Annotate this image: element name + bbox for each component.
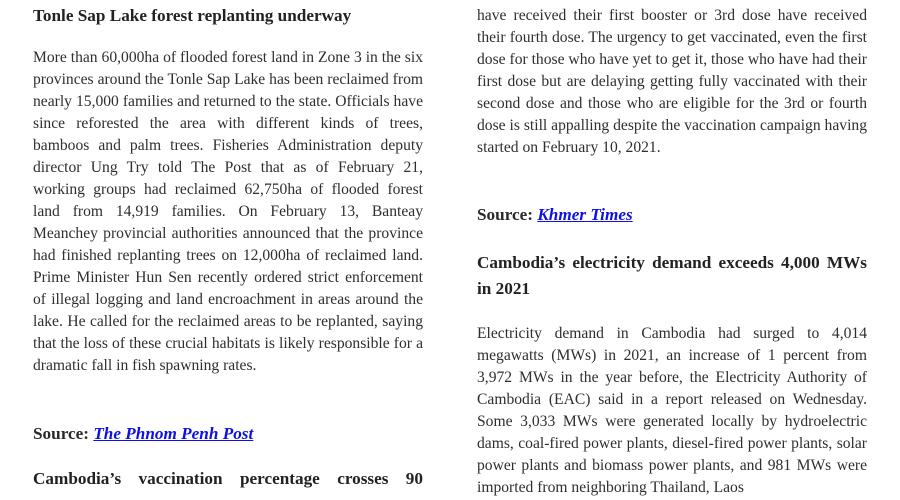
headline-electricity: Cambodia’s electricity demand exceeds 4,000 MWs in 2021 <box>477 253 867 298</box>
source-link-phnom-penh-post[interactable]: The Phnom Penh Post <box>93 424 254 443</box>
article-body-vaccination-continued: have received their first booster or 3rd dose have received their fourth dose. The urgency to get vaccinated, even the first dose for those who have yet to get it, those who have had their first dose but are delaying getting fully vaccinated with their second dose and those who are eligible for the 3rd or fourth dose is still appalling despite the vaccination campaign having started on February 10, 2021. <box>477 7 867 156</box>
headline-tonle-sap: Tonle Sap Lake forest replanting underway <box>33 6 352 25</box>
source-label: Source: <box>33 424 90 443</box>
source-line-phnom-penh-post <box>33 423 423 445</box>
source-link-khmer-times[interactable]: Khmer Times <box>537 205 633 224</box>
headline-vaccination: Cambodia’s vaccination percentage crosses 90 <box>33 469 423 488</box>
article-body-electricity: Electricity demand in Cambodia had surged to 4,014 megawatts (MWs) in 2021, an increase of 1 percent from 3,972 MWs in the year before, the Electricity Authority of Cambodia (EAC) said in a report released on Wednesday. Some 3,033 MWs were generated locally by hydroelectric dams, coal-fired power plants, diesel-fired power plants, solar power plants and biomass power plants, and 981 MWs were imported from neighboring Thailand, Laos <box>477 325 867 496</box>
article-body-tonle-sap: More than 60,000ha of flooded forest land in Zone 3 in the six provinces around the Tonle Sap Lake has been reclaimed from nearly 15,000 families and returned to the state. Officials have since reforested the area with different kinds of trees, bamboos and palm trees. Fisheries Administration deputy director Ung Try told The Post that as of February 21, working groups had reclaimed 62,750ha of flooded forest land from 14,919 families. On February 13, Banteay Meanchey provincial authorities announced that the province had finished replanting trees on 12,000ha of reclaimed land. Prime Minister Hun Sen recently ordered strict enforcement of illegal logging and land encroachment in areas around the lake. He called for the reclaimed areas to be replanted, saying that the loss of these crucial habitats is likely responsible for a dramatic fall in fish spawning rates. <box>33 49 423 374</box>
source-label: Source: <box>477 205 534 224</box>
source-line-khmer-times <box>477 204 867 226</box>
